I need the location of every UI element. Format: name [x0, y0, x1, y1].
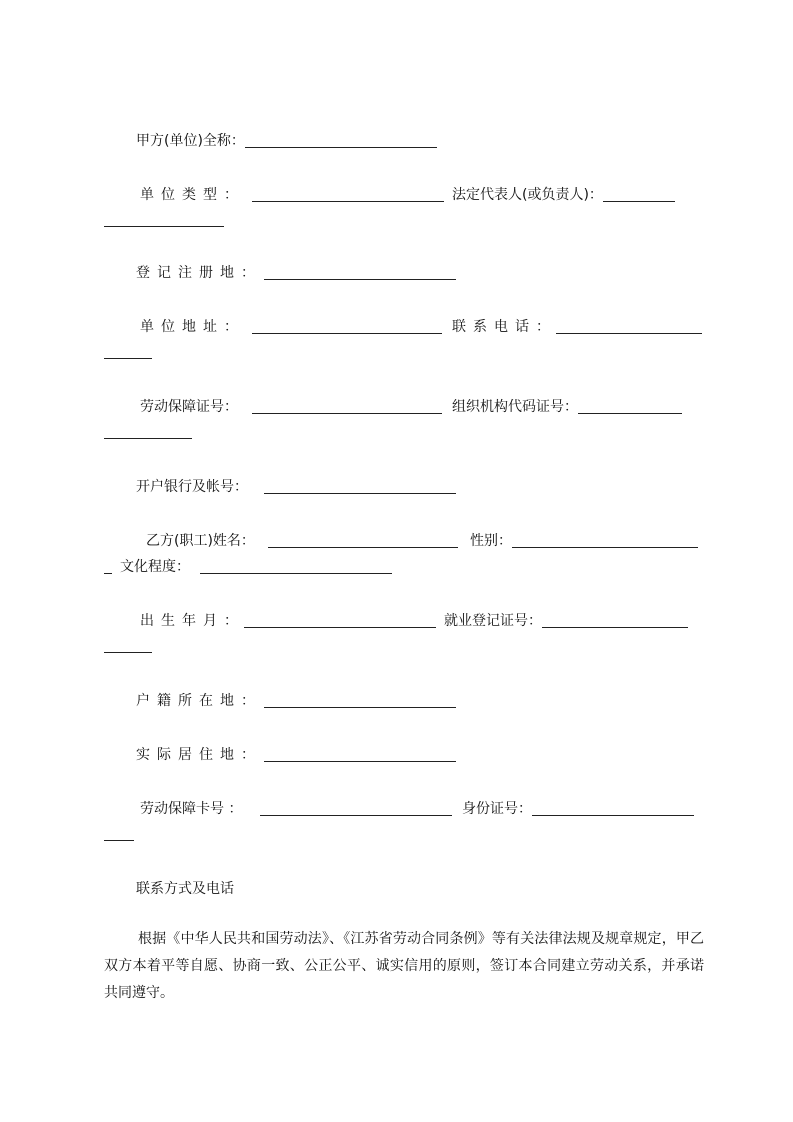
unit-address-field[interactable] — [252, 319, 442, 334]
birth-date-label: 出生年月： — [140, 613, 245, 629]
contact-info-row — [136, 880, 234, 898]
residence-field[interactable] — [264, 747, 456, 762]
id-number-label: 身份证号： — [462, 801, 532, 817]
residence-label: 实际居住地： — [136, 747, 262, 763]
id-number-field-cont[interactable] — [104, 826, 134, 841]
id-number-cont-row — [104, 826, 134, 843]
party-b-name-field[interactable] — [268, 533, 458, 548]
org-code-label: 组织机构代码证号： — [452, 399, 578, 415]
party-a-name-row — [136, 132, 437, 150]
contact-phone-field[interactable] — [556, 319, 702, 334]
org-code-cont-row — [104, 424, 192, 441]
labor-security-card-row — [140, 800, 694, 818]
unit-type-label: 单位类型： — [140, 187, 245, 203]
contact-phone-label: 联系电话： — [452, 319, 557, 335]
employment-reg-cont-row — [104, 638, 152, 655]
gender-label: 性别： — [470, 533, 512, 549]
household-place-field[interactable] — [264, 693, 456, 708]
unit-address-row — [140, 318, 702, 336]
contract-preamble: 根据《中华人民共和国劳动法》、《江苏省劳动合同条例》等有关法律法规及规章规定，甲乙双方本着平等自愿、协商一致、公正公平、诚实信用的原则，签订本合同建立劳动关系，并承诺共同遵守。 — [104, 931, 704, 1001]
employment-reg-field[interactable] — [542, 613, 688, 628]
org-code-field[interactable] — [578, 399, 682, 414]
gender-field-cont[interactable] — [104, 559, 112, 574]
legal-rep-label: 法定代表人(或负责人)： — [452, 187, 603, 203]
bank-account-field[interactable] — [264, 479, 456, 494]
reg-place-row — [136, 264, 456, 282]
gender-field[interactable] — [512, 533, 698, 548]
labor-security-card-label: 劳动保障卡号 ： — [140, 801, 243, 817]
employment-reg-label: 就业登记证号： — [444, 613, 542, 629]
reg-place-field[interactable] — [264, 265, 456, 280]
birth-date-field[interactable] — [244, 613, 436, 628]
bank-account-row — [136, 478, 456, 496]
legal-rep-cont-row — [104, 212, 224, 229]
party-a-name-label: 甲方(单位)全称： — [136, 133, 245, 149]
residence-row — [136, 746, 456, 764]
bank-account-label: 开户银行及帐号： — [136, 479, 248, 495]
reg-place-label: 登记注册地： — [136, 265, 262, 281]
education-label: 文化程度： — [120, 559, 190, 575]
household-place-label: 户籍所在地： — [136, 693, 262, 709]
household-place-row — [136, 692, 456, 710]
education-field[interactable] — [200, 559, 392, 574]
unit-type-field[interactable] — [252, 187, 444, 202]
labor-security-card-field[interactable] — [260, 801, 452, 816]
labor-security-cert-field[interactable] — [252, 399, 442, 414]
org-code-field-cont[interactable] — [104, 424, 192, 439]
unit-address-label: 单位地址： — [140, 319, 245, 335]
labor-security-cert-row — [140, 398, 682, 416]
party-b-name-row — [146, 532, 698, 550]
birth-date-row — [140, 612, 688, 630]
education-row — [104, 558, 392, 576]
legal-rep-field-cont[interactable] — [104, 212, 224, 227]
id-number-field[interactable] — [532, 801, 694, 816]
contact-phone-field-cont[interactable] — [104, 344, 152, 359]
party-b-name-label: 乙方(职工)姓名： — [146, 533, 255, 549]
legal-rep-field[interactable] — [603, 187, 675, 202]
unit-type-row — [140, 186, 675, 204]
contact-phone-cont-row — [104, 344, 152, 361]
labor-security-cert-label: 劳动保障证号： — [140, 399, 238, 415]
contact-info-label: 联系方式及电话 — [136, 881, 234, 897]
party-a-name-field[interactable] — [245, 133, 437, 148]
employment-reg-field-cont[interactable] — [104, 638, 152, 653]
